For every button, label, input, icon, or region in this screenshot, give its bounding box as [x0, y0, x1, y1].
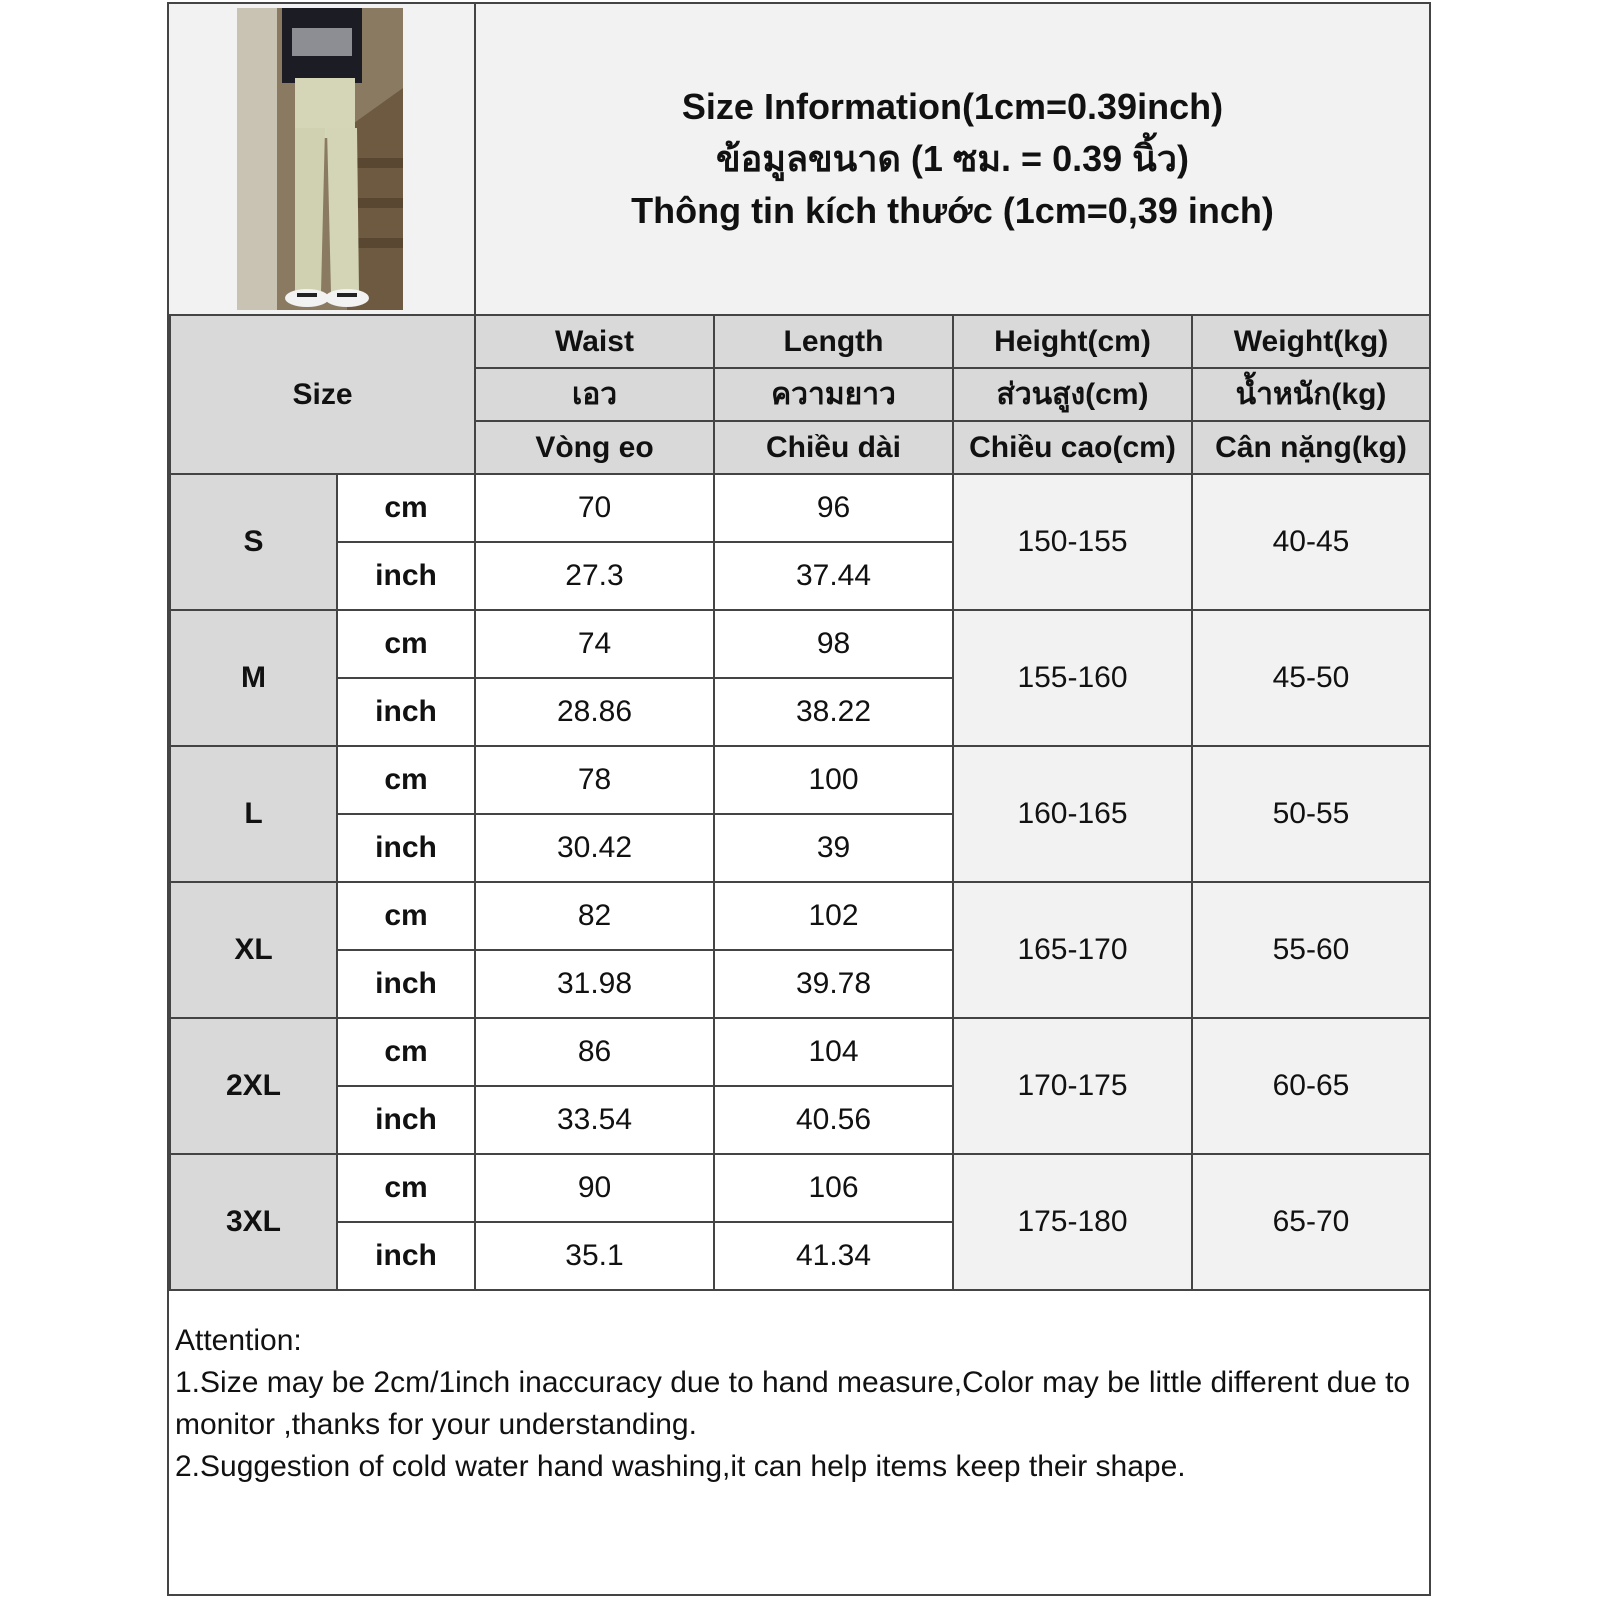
- size-label: L: [170, 746, 337, 882]
- col-height-vi: Chiều cao(cm): [953, 421, 1192, 474]
- title-vietnamese: Thông tin kích thước (1cm=0,39 inch): [631, 190, 1274, 231]
- weight-range: 55-60: [1192, 882, 1430, 1018]
- unit-inch: inch: [337, 542, 475, 610]
- col-length-th: ความยาว: [714, 368, 953, 421]
- size-label: 3XL: [170, 1154, 337, 1290]
- col-weight-th: น้ำหนัก(kg): [1192, 368, 1430, 421]
- col-waist-th: เอว: [475, 368, 714, 421]
- table-row: [170, 610, 1430, 678]
- length-inch: 39: [714, 814, 953, 882]
- note-item-2: 2.Suggestion of cold water hand washing,it can help items keep their shape.: [175, 1450, 1186, 1483]
- unit-cm: cm: [337, 882, 475, 950]
- height-range: 150-155: [953, 474, 1192, 610]
- waist-inch: 30.42: [475, 814, 714, 882]
- col-waist-vi: Vòng eo: [475, 421, 714, 474]
- waist-cm: 82: [475, 882, 714, 950]
- height-range: 170-175: [953, 1018, 1192, 1154]
- unit-cm: cm: [337, 746, 475, 814]
- size-label: XL: [170, 882, 337, 1018]
- length-cm: 100: [714, 746, 953, 814]
- col-height-en: Height(cm): [953, 315, 1192, 368]
- table-row: [170, 1154, 1430, 1222]
- header-row-english: [170, 315, 1430, 368]
- unit-inch: inch: [337, 814, 475, 882]
- top-section: [169, 4, 1429, 316]
- waist-cm: 90: [475, 1154, 714, 1222]
- weight-range: 60-65: [1192, 1018, 1430, 1154]
- length-inch: 38.22: [714, 678, 953, 746]
- col-weight-en: Weight(kg): [1192, 315, 1430, 368]
- length-cm: 106: [714, 1154, 953, 1222]
- size-chart: [167, 2, 1431, 1596]
- waist-inch: 33.54: [475, 1086, 714, 1154]
- col-waist-en: Waist: [475, 315, 714, 368]
- length-inch: 41.34: [714, 1222, 953, 1290]
- title-english: Size Information(1cm=0.39inch): [681, 86, 1224, 127]
- waist-inch: 28.86: [475, 678, 714, 746]
- waist-cm: 86: [475, 1018, 714, 1086]
- length-cm: 98: [714, 610, 953, 678]
- height-range: 155-160: [953, 610, 1192, 746]
- waist-inch: 31.98: [475, 950, 714, 1018]
- size-label: S: [170, 474, 337, 610]
- col-length-en: Length: [714, 315, 953, 368]
- table-row: [170, 1018, 1430, 1086]
- waist-inch: 27.3: [475, 542, 714, 610]
- notes-heading: Attention:: [175, 1324, 302, 1357]
- size-table: [169, 314, 1431, 1291]
- col-length-vi: Chiều dài: [714, 421, 953, 474]
- length-inch: 39.78: [714, 950, 953, 1018]
- unit-cm: cm: [337, 1018, 475, 1086]
- product-photo-cell: [169, 4, 476, 314]
- waist-cm: 70: [475, 474, 714, 542]
- product-photo: [237, 8, 403, 310]
- length-cm: 104: [714, 1018, 953, 1086]
- weight-range: 50-55: [1192, 746, 1430, 882]
- table-row: [170, 746, 1430, 814]
- waist-cm: 78: [475, 746, 714, 814]
- weight-range: 40-45: [1192, 474, 1430, 610]
- note-item-1: 1.Size may be 2cm/1inch inaccuracy due to hand measure,Color may be little different due to monitor ,thanks for your understanding.: [175, 1366, 1411, 1441]
- waist-cm: 74: [475, 610, 714, 678]
- size-header: Size: [170, 315, 475, 474]
- table-row: [170, 474, 1430, 542]
- weight-range: 65-70: [1192, 1154, 1430, 1290]
- attention-notes: [175, 1320, 1425, 1488]
- unit-cm: cm: [337, 1154, 475, 1222]
- title-thai: ข้อมูลขนาด (1 ซม. = 0.39 นิ้ว): [716, 138, 1189, 179]
- unit-inch: inch: [337, 1222, 475, 1290]
- unit-inch: inch: [337, 678, 475, 746]
- length-inch: 40.56: [714, 1086, 953, 1154]
- unit-inch: inch: [337, 1086, 475, 1154]
- waist-inch: 35.1: [475, 1222, 714, 1290]
- unit-inch: inch: [337, 950, 475, 1018]
- unit-cm: cm: [337, 474, 475, 542]
- weight-range: 45-50: [1192, 610, 1430, 746]
- col-height-th: ส่วนสูง(cm): [953, 368, 1192, 421]
- size-label: M: [170, 610, 337, 746]
- height-range: 160-165: [953, 746, 1192, 882]
- size-label: 2XL: [170, 1018, 337, 1154]
- unit-cm: cm: [337, 610, 475, 678]
- height-range: 165-170: [953, 882, 1192, 1018]
- table-row: [170, 882, 1430, 950]
- col-weight-vi: Cân nặng(kg): [1192, 421, 1430, 474]
- height-range: 175-180: [953, 1154, 1192, 1290]
- length-inch: 37.44: [714, 542, 953, 610]
- title-block: [476, 4, 1429, 314]
- length-cm: 96: [714, 474, 953, 542]
- length-cm: 102: [714, 882, 953, 950]
